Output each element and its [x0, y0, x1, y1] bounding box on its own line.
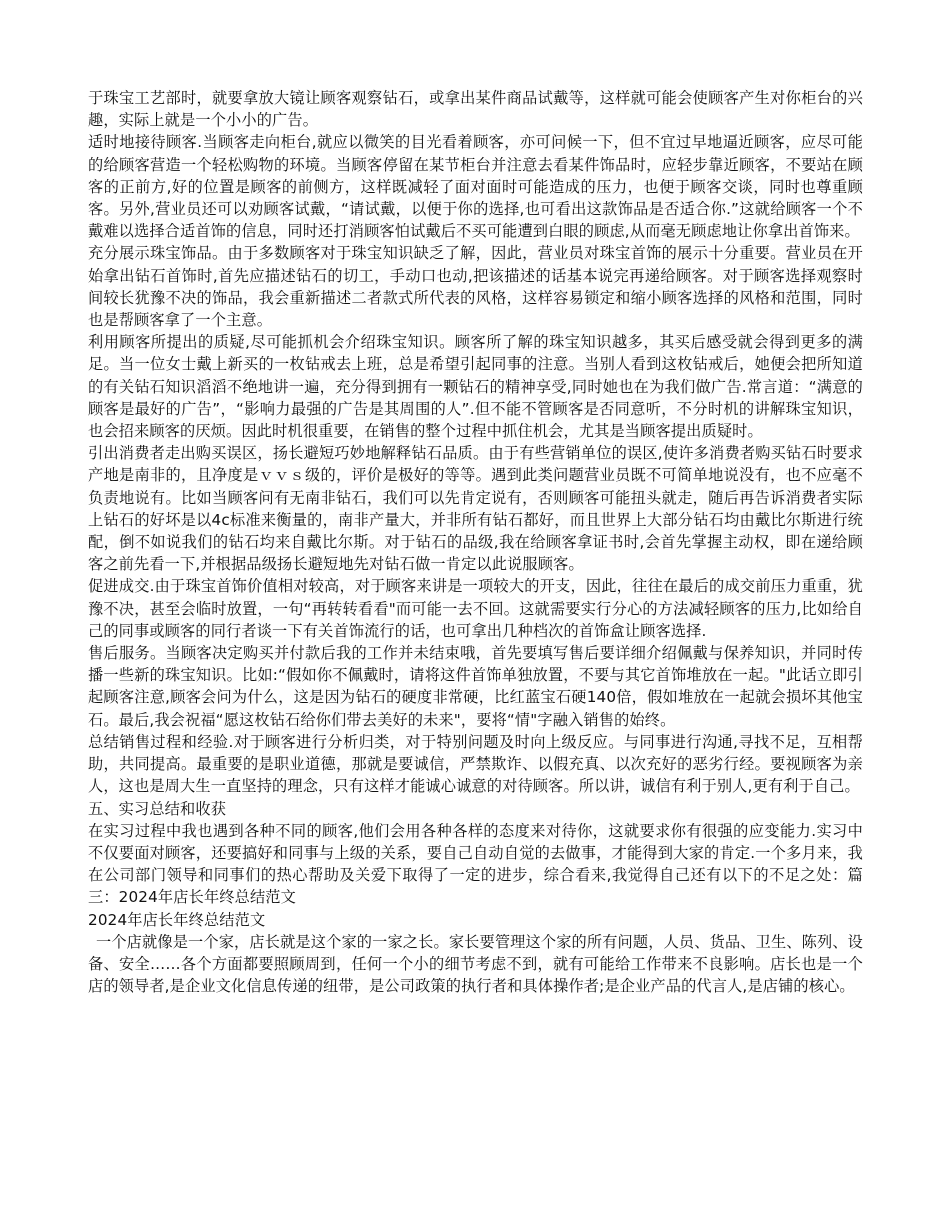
paragraph-experience-summary: 总结销售过程和经验.对于顾客进行分析归类，对于特别问题及时向上级反应。与同事进行沟通,寻找不足，互相帮助，共同提高。最重要的是职业道德，那就是要诚信，严禁欺诈、以假充真、以次充好的恶劣行经。要视顾客为亲人，这也是周大生一直坚持的理念，只有这样才能诚心诚意的对待顾客。所以讲，诚信有利于别人,更有利于自己。 [88, 732, 863, 796]
section-heading-internship-summary: 五、实习总结和收获 [88, 799, 227, 818]
paragraph-internship-reflection: 在实习过程中我也遇到各种不同的顾客,他们会用各种各样的态度来对待你，这就要求你有很强的应变能力.实习中不仅要面对顾客，还要搞好和同事与上级的关系，要自己自动自觉的去做事，才能得到大家的肯定.一个多月来，我在公司部门领导和同事们的热心帮助及关爱下取得了一定的进步，综合看来,我觉得自己还有以下的不足之处：篇三：2024年店长年终总结范文 [88, 821, 863, 907]
paragraph-display-intro: 于珠宝工艺部时，就要拿放大镜让顾客观察钻石，或拿出某件商品试戴等，这样就可能会使顾客产生对你柜台的兴趣，实际上就是一个小小的广告。 [88, 89, 863, 130]
paragraph-store-manager: 一个店就像是一个家，店长就是这个家的一家之长。家长要管理这个家的所有问题，人员、货品、卫生、陈列、设备、安全……各个方面都要照顾周到，任何一个小的细节考虑不到，就有可能给工作带来不良影响。店长也是一个店的领导者,是企业文化信息传递的纽带，是公司政策的执行者和具体操作者;是企业产品的代言人,是店铺的核心。 [88, 932, 863, 996]
document-subtitle: 2024年店长年终总结范文 [88, 910, 266, 929]
paragraph-reception: 适时地接待顾客.当顾客走向柜台,就应以微笑的目光看着顾客，亦可问候一下，但不宜过早地逼近顾客，应尽可能的给顾客营造一个轻松购物的环境。当顾客停留在某节柜台并注意去看某件饰品时，应轻步靠近顾客，不要站在顾客的正前方,好的位置是顾客的前侧方，这样既减轻了面对面时可能造成的压力，也便于顾客交谈，同时也尊重顾客。另外,营业员还可以劝顾客试戴，“请试戴，以便于你的选择,也可看出这款饰品是否适合你.”这就给顾客一个不戴难以选择合适首饰的信息，同时还打消顾客怕试戴后不买可能遭到白眼的顾虑,从而毫无顾虑地让你拿出首饰来。 [88, 133, 863, 241]
document-page [88, 87, 863, 997]
paragraph-misconceptions: 引出消费者走出购买误区，扬长避短巧妙地解释钻石品质。由于有些营销单位的误区,使许多消费者购买钻石时要求产地是南非的，且净度是ｖｖｓ级的，评价是极好的等等。遇到此类问题营业员既不可简单地说没有，也不应毫不负责地说有。比如当顾客问有无南非钻石，我们可以先肯定说有，否则顾客可能扭头就走，随后再告诉消费者实际上钻石的好坏是以4c标准来衡量的，南非产量大，并非所有钻石都好，而且世界上大部分钻石均由戴比尔斯进行统配，倒不如说我们的钻石均来自戴比尔斯。对于钻石的品级,我在给顾客拿证书时,会首先掌握主动权，即在递给顾客之前先看一下,并根据品级扬长避短地先对钻石做一肯定以此说服顾客。 [88, 444, 863, 574]
paragraph-knowledge: 利用顾客所提出的质疑,尽可能抓机会介绍珠宝知识。顾客所了解的珠宝知识越多，其买后感受就会得到更多的满足。当一位女士戴上新买的一枚钻戒去上班，总是希望引起同事的注意。当别人看到这枚钻戒后，她便会把所知道的有关钻石知识滔滔不绝地讲一遍，充分得到拥有一颗钻石的精神享受,同时她也在为我们做广告.常言道：“满意的顾客是最好的广告”，“影响力最强的广告是其周围的人”.但不能不管顾客是否同意听，不分时机的讲解珠宝知识，也会招来顾客的厌烦。因此时机很重要，在销售的整个过程中抓住机会，尤其是当顾客提出质疑时。 [88, 333, 863, 441]
paragraph-after-sales: 售后服务。当顾客决定购买并付款后我的工作并未结束哦，首先要填写售后要详细介绍佩戴与保养知识，并同时传播一些新的珠宝知识。比如:“假如你不佩戴时，请将这件首饰单独放置，不要与其它首饰堆放在一起。"此话立即引起顾客注意,顾客会问为什么，这是因为钻石的硬度非常硬，比红蓝宝石硬140倍，假如堆放在一起就会损坏其他宝石。最后,我会祝福“愿这枚钻石给你们带去美好的未来"，要将“情"字融入销售的始终。 [88, 644, 863, 729]
paragraph-closing-deal: 促进成交.由于珠宝首饰价值相对较高，对于顾客来讲是一项较大的开支，因此，往往在最后的成交前压力重重，犹豫不决，甚至会临时放置，一句“再转转看看"而可能一去不回。这就需要实行分心的方法减轻顾客的压力,比如给自己的同事或顾客的同行者谈一下有关首饰流行的话，也可拿出几种档次的首饰盒让顾客选择. [88, 577, 863, 640]
paragraph-showcase: 充分展示珠宝饰品。由于多数顾客对于珠宝知识缺乏了解，因此，营业员对珠宝首饰的展示十分重要。营业员在开始拿出钻石首饰时,首先应描述钻石的切工，手动口也动,把该描述的话基本说完再递给顾客。对于顾客选择观察时间较长犹豫不决的饰品，我会重新描述二者款式所代表的风格，这样容易锁定和缩小顾客选择的风格和范围，同时也是帮顾客拿了一个主意。 [88, 244, 863, 330]
